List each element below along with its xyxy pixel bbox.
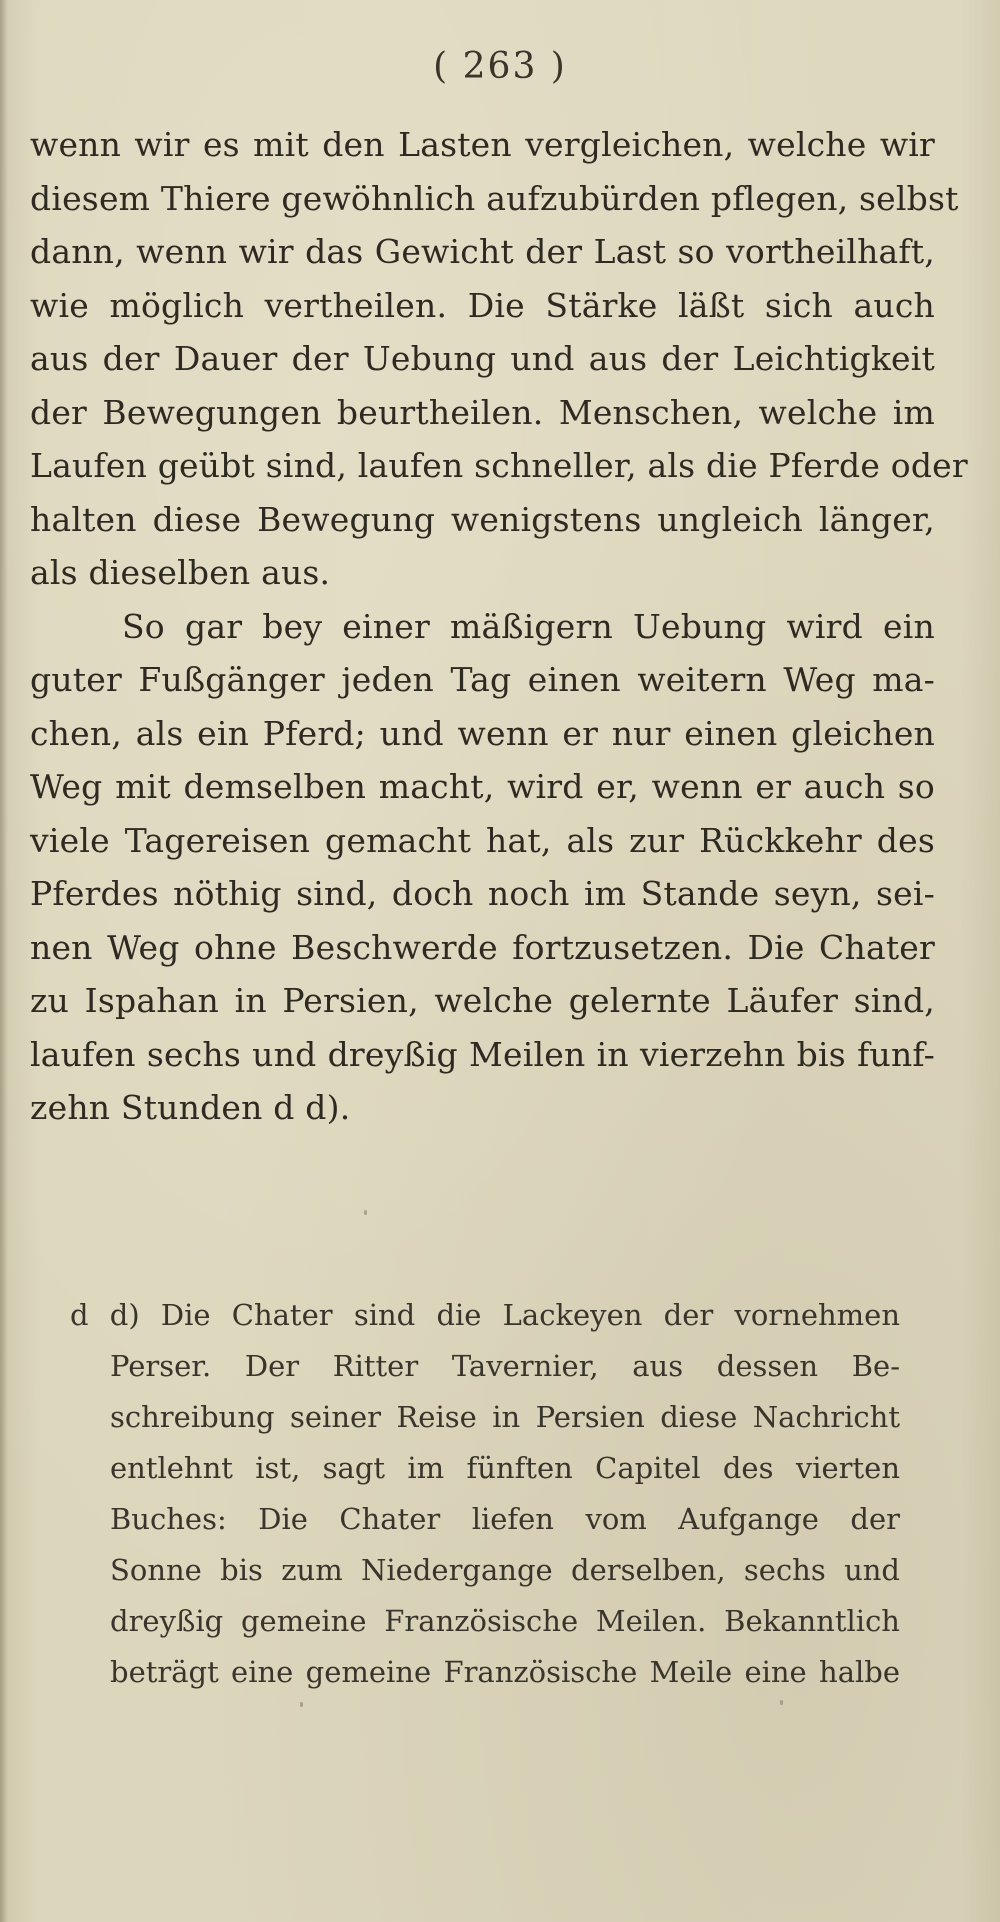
paper-speck <box>780 1700 783 1705</box>
footnote-line: schreibung seiner Reise in Persien diese Nachricht <box>110 1400 900 1434</box>
text-line: Weg mit demselben macht, wird er, wenn er auch so <box>30 767 935 806</box>
footnote <box>70 1290 900 1698</box>
text-line: wenn wir es mit den Lasten vergleichen, welche wir <box>30 125 935 164</box>
text-line: halten diese Bewegung wenigstens ungleich länger, <box>30 499 935 539</box>
text-line: zehn Stunden d d). <box>30 1088 351 1127</box>
text-line: aus der Dauer der Uebung und aus der Leichtigkeit <box>30 339 935 378</box>
text-line: diesem Thiere gewöhnlich aufzubürden pflegen, selbst <box>30 178 959 218</box>
text-line: Pferdes nöthig sind, doch noch im Stande seyn, sei- <box>30 874 935 913</box>
text-line: chen, als ein Pferd; und wenn er nur einen gleichen <box>30 713 935 753</box>
footnote-line: Sonne bis zum Niedergange derselben, sechs und <box>110 1553 900 1587</box>
text-line: zu Ispahan in Persien, welche gelernte Läufer sind, <box>30 981 935 1020</box>
text-line: nen Weg ohne Beschwerde fortzusetzen. Die Chater <box>30 927 935 967</box>
text-line: guter Fußgänger jeden Tag einen weitern Weg ma- <box>30 660 935 699</box>
main-text <box>30 118 968 1135</box>
text-line: der Bewegungen beurtheilen. Menschen, welche im <box>30 392 935 432</box>
footnote-line: dreyßig gemeine Französische Meilen. Bekanntlich <box>110 1604 900 1638</box>
text-line: viele Tagereisen gemacht hat, als zur Rückkehr des <box>30 820 935 860</box>
text-line: als dieselben aus. <box>30 553 331 592</box>
footnote-line: d d) Die Chater sind die Lackeyen der vornehmen <box>70 1298 900 1332</box>
footnote-line: beträgt eine gemeine Französische Meile eine halbe <box>110 1655 900 1689</box>
page-edge-shadow <box>0 0 8 1922</box>
text-line: wie möglich vertheilen. Die Stärke läßt sich auch <box>30 285 935 325</box>
footnote-line: Buches: Die Chater liefen vom Aufgange der <box>110 1502 900 1536</box>
footnote-line: entlehnt ist, sagt im fünften Capitel des vierten <box>110 1451 900 1485</box>
page-number: ( 263 ) <box>433 46 567 87</box>
text-line: laufen sechs und dreyßig Meilen in vierzehn bis funf- <box>30 1034 935 1074</box>
paper-speck <box>364 1210 367 1215</box>
paragraph-start-line: So gar bey einer mäßigern Uebung wird ein <box>122 606 935 646</box>
paper-speck <box>300 1702 303 1707</box>
text-line: dann, wenn wir das Gewicht der Last so vortheilhaft, <box>30 232 935 271</box>
footnote-line: Perser. Der Ritter Tavernier, aus dessen Be- <box>110 1349 900 1383</box>
text-line: Laufen geübt sind, laufen schneller, als die Pferde oder <box>30 446 968 485</box>
